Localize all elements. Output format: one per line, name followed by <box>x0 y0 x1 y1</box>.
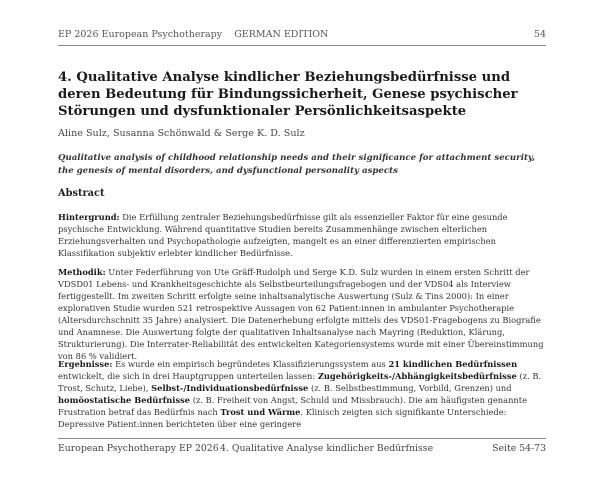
background-text: Die Erfüllung zentraler Beziehungsbedürfnisse gilt als essenzieller Faktor für eine gesunde psychische Entwicklung. Während quantitative Studien bereits Zusammenhänge zwischen elterlichen Erziehungsverhalten und Psychopathologie aufzeigten, mangelt es an einer differenzierten empirischen Klassifikation subjektiv erlebter kindlicher Bedürfnisse. <box>58 212 508 258</box>
abstract-results <box>58 358 554 430</box>
footer-running-title: 4. Qualitative Analyse kindlicher Bedürfnisse <box>220 443 434 454</box>
results-text: (z. B. Selbstbestimmung, Vorbild, Grenzen) und <box>310 383 512 393</box>
footer-rule <box>58 438 546 439</box>
article-title: 4. Qualitative Analyse kindlicher Beziehungsbedürfnisse und deren Bedeutung für Bindungssicherheit, Genese psychischer Störungen und dysfunktionaler Persönlichkeitsaspekte <box>58 70 518 119</box>
results-text: entwickelt, die sich in drei Hauptgruppen unterteilen lassen: <box>58 371 316 381</box>
footer-journal: European Psychotherapy EP 2026 <box>58 443 219 454</box>
header-page-number: 54 <box>533 29 546 40</box>
results-emphasis: homöostatische Bedürfnisse <box>58 395 191 405</box>
background-label: Hintergrund: <box>58 212 120 222</box>
page-footer <box>58 443 546 457</box>
method-label: Methodik: <box>58 267 106 277</box>
header-rule <box>58 45 546 46</box>
abstract-heading: Abstract <box>58 188 105 199</box>
results-emphasis: Trost und Wärme <box>220 407 301 417</box>
abstract-method <box>58 266 554 362</box>
english-title: Qualitative analysis of childhood relationship needs and their significance for attachment security, the genesis of mental disorders, and dysfunctional personality aspects <box>58 153 536 176</box>
method-text: Unter Federführung von Ute Gräff-Rudolph und Serge K.D. Sulz wurden in einem ersten Schritt der VDSD01 Lebens- und Krankheitsgeschichte als Selbstbeurteilungsfragebogen und der VDS04 als Interview fertiggestellt. Im zweiten Schritt erfolgte seine inhaltsanalytische Auswertung (Sulz & Tins 2000): In einer explorativen Studie wurden 521 retrospektive Aussagen von 62 Patient:innen in ambulanter Psychotherapie (Altersdurchschnitt 35 Jahre) analysiert. Die Datenerhebung erfolgte mittels des VDS01-Fragebogens zu Biografie und Anamnese. Die Auswertung folgte der qualitativen Inhaltsanalyse nach Mayring (Reduktion, Klärung, Strukturierung). Die Interrater-Reliabilität des entwickelten Kategoriensystems wurde mit einer Übereinstimmung von 86 % validiert. <box>58 267 544 361</box>
results-label: Ergebnisse: <box>58 359 113 369</box>
results-emphasis: Selbst-/Individuationsbedürfnisse <box>151 383 309 393</box>
results-emphasis: Zugehörigkeits-/Abhängigkeitsbedürfnisse <box>317 371 517 381</box>
results-text: (z. B. Freiheit von Angst, Schuld und Missbrauch). Die am häufigsten genannte Frustration betraf das Bedürfnis nach <box>58 395 528 417</box>
results-text: (z. B. Trost, Schutz, Liebe), <box>58 371 542 393</box>
page-header <box>58 29 546 43</box>
header-edition: GERMAN EDITION <box>234 29 329 40</box>
article-authors: Aline Sulz, Susanna Schönwald & Serge K. D. Sulz <box>58 128 305 139</box>
abstract-background <box>58 211 554 259</box>
footer-pages: Seite 54-73 <box>492 443 546 454</box>
results-emphasis: 21 kindlichen Bedürfnissen <box>388 359 518 369</box>
results-text: . Klinisch zeigten sich signifikante Unterschiede: Depressive Patient:innen berichteten über eine geringere <box>58 407 507 429</box>
header-journal: EP 2026 European Psychotherapy GERMAN EDITION <box>58 29 329 40</box>
results-text: Es wurde ein empirisch begründetes Klassifizierungssystem aus <box>115 359 386 369</box>
